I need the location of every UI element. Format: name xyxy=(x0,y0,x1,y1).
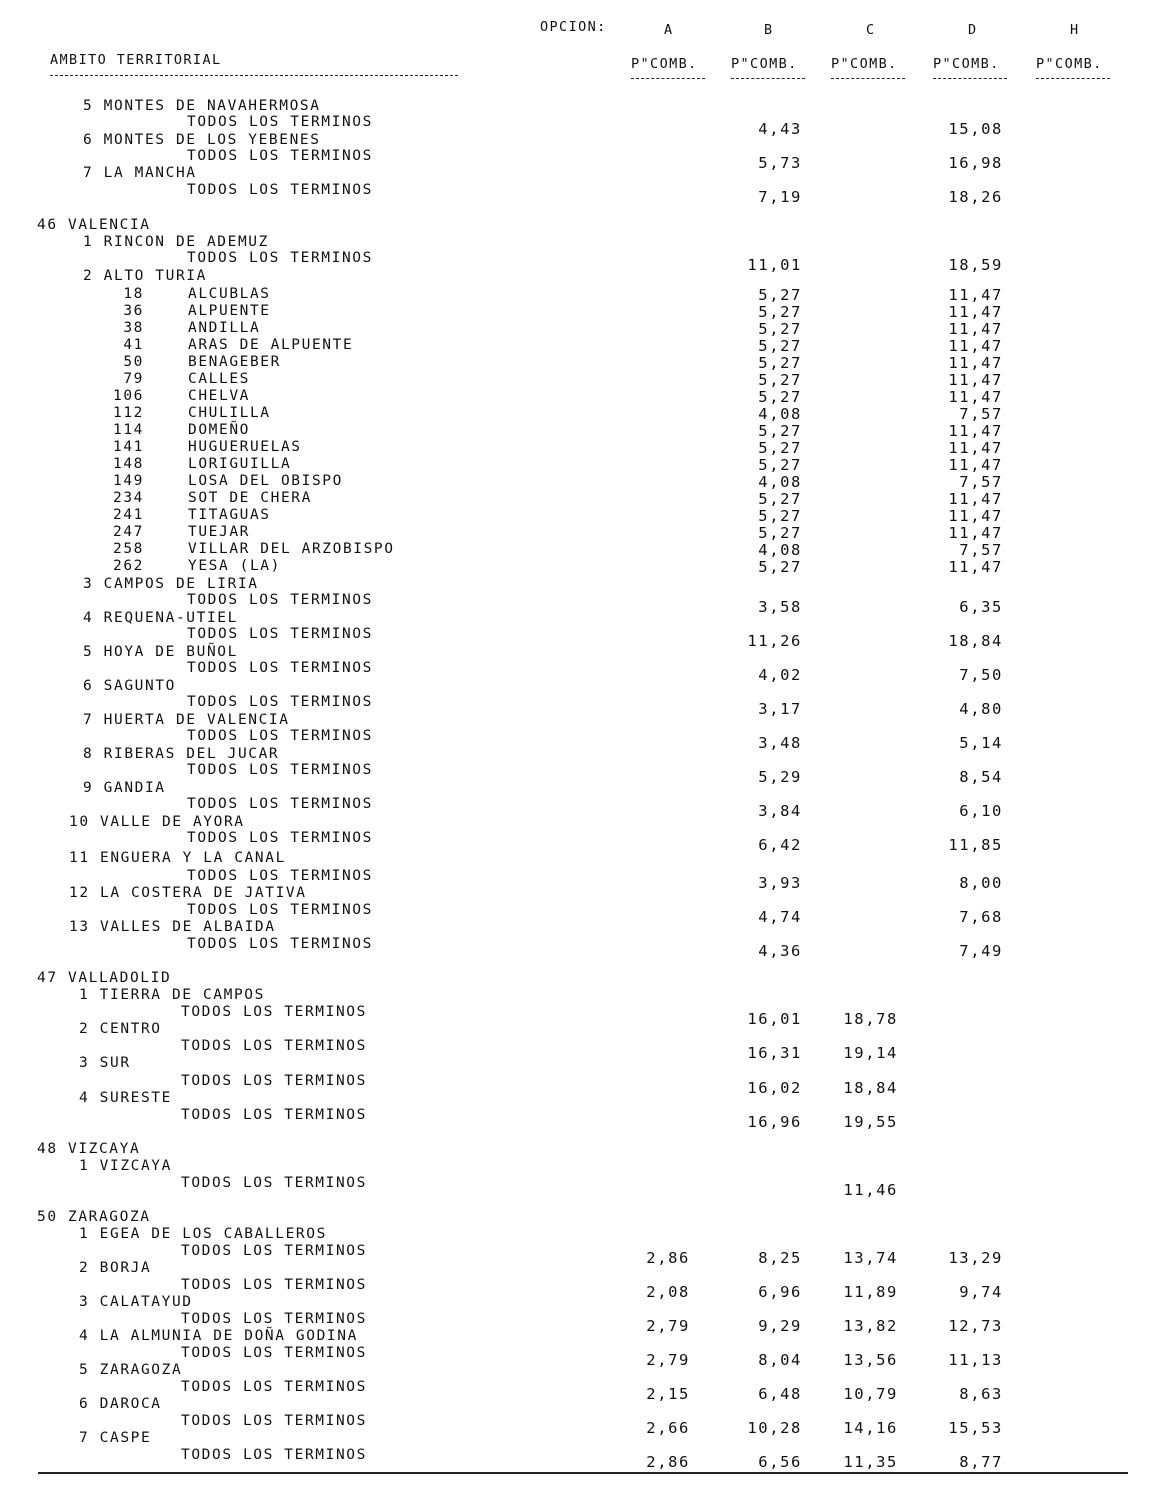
option-underline-a xyxy=(631,78,705,79)
value-option-b: 16,96 xyxy=(747,1113,802,1131)
todos-label: TODOS LOS TERMINOS xyxy=(181,1277,367,1293)
todos-label: TODOS LOS TERMINOS xyxy=(181,1447,367,1463)
municipio-label: HUGUERUELAS xyxy=(188,439,302,455)
todos-label: TODOS LOS TERMINOS xyxy=(181,1379,367,1395)
value-option-c: 18,84 xyxy=(843,1079,898,1097)
comarca-label: 8 RIBERAS DEL JUCAR xyxy=(83,746,280,762)
value-option-d: 8,63 xyxy=(959,1385,1003,1403)
option-unit-d: P"COMB. xyxy=(933,56,1000,72)
value-option-b: 5,29 xyxy=(758,768,802,786)
value-option-c: 19,55 xyxy=(843,1113,898,1131)
value-option-d: 11,47 xyxy=(948,439,1003,457)
value-option-b: 16,31 xyxy=(747,1044,802,1062)
comarca-label: 3 CALATAYUD xyxy=(79,1294,193,1310)
value-option-d: 7,50 xyxy=(959,666,1003,684)
todos-label: TODOS LOS TERMINOS xyxy=(187,694,373,710)
value-option-d: 11,47 xyxy=(948,422,1003,440)
value-option-d: 11,47 xyxy=(948,303,1003,321)
municipio-label: CALLES xyxy=(188,371,250,387)
value-option-c: 13,74 xyxy=(843,1249,898,1267)
value-option-c: 10,79 xyxy=(843,1385,898,1403)
value-option-d: 15,08 xyxy=(948,120,1003,138)
municipio-code: 262 xyxy=(113,558,144,574)
value-option-d: 11,47 xyxy=(948,388,1003,406)
value-option-d: 11,47 xyxy=(948,286,1003,304)
municipio-code: 36 xyxy=(123,303,144,319)
value-option-a: 2,86 xyxy=(646,1453,690,1471)
municipio-code: 41 xyxy=(123,337,144,353)
todos-label: TODOS LOS TERMINOS xyxy=(187,182,373,198)
comarca-label: 1 VIZCAYA xyxy=(79,1158,172,1174)
municipio-label: ARAS DE ALPUENTE xyxy=(188,337,354,353)
municipio-code: 18 xyxy=(123,286,144,302)
provincia-label: 48 VIZCAYA xyxy=(37,1141,141,1157)
value-option-b: 11,01 xyxy=(747,256,802,274)
ambito-territorial-label: AMBITO TERRITORIAL xyxy=(50,52,222,68)
value-option-b: 5,27 xyxy=(758,422,802,440)
comarca-label: 5 ZARAGOZA xyxy=(79,1362,183,1378)
value-option-d: 8,77 xyxy=(959,1453,1003,1471)
todos-label: TODOS LOS TERMINOS xyxy=(181,1175,367,1191)
todos-label: TODOS LOS TERMINOS xyxy=(187,592,373,608)
option-unit-a: P"COMB. xyxy=(631,56,698,72)
value-option-d: 12,73 xyxy=(948,1317,1003,1335)
value-option-b: 5,27 xyxy=(758,507,802,525)
bottom-rule xyxy=(38,1472,1128,1474)
municipio-code: 149 xyxy=(113,473,144,489)
option-underline-c xyxy=(831,78,905,79)
comarca-label: 4 SURESTE xyxy=(79,1090,172,1106)
todos-label: TODOS LOS TERMINOS xyxy=(187,902,373,918)
value-option-d: 11,47 xyxy=(948,354,1003,372)
comarca-label: 2 CENTRO xyxy=(79,1021,162,1037)
option-letter-b: B xyxy=(764,22,774,38)
municipio-label: ALPUENTE xyxy=(188,303,271,319)
value-option-b: 5,27 xyxy=(758,371,802,389)
todos-label: TODOS LOS TERMINOS xyxy=(187,936,373,952)
comarca-label: 4 LA ALMUNIA DE DOÑA GODINA xyxy=(79,1328,358,1344)
value-option-d: 18,26 xyxy=(948,188,1003,206)
municipio-code: 141 xyxy=(113,439,144,455)
value-option-d: 7,49 xyxy=(959,942,1003,960)
value-option-d: 11,47 xyxy=(948,320,1003,338)
todos-label: TODOS LOS TERMINOS xyxy=(187,660,373,676)
municipio-label: TITAGUAS xyxy=(188,507,271,523)
municipio-code: 247 xyxy=(113,524,144,540)
value-option-b: 16,02 xyxy=(747,1079,802,1097)
comarca-label: 4 REQUENA-UTIEL xyxy=(83,610,238,626)
value-option-c: 18,78 xyxy=(843,1010,898,1028)
municipio-code: 234 xyxy=(113,490,144,506)
option-letter-c: C xyxy=(866,22,876,38)
comarca-label: 3 CAMPOS DE LIRIA xyxy=(83,576,259,592)
value-option-d: 7,68 xyxy=(959,908,1003,926)
municipio-code: 112 xyxy=(113,405,144,421)
comarca-label: 7 LA MANCHA xyxy=(83,165,197,181)
value-option-b: 7,19 xyxy=(758,188,802,206)
comarca-label: 2 ALTO TURIA xyxy=(83,268,207,284)
municipio-code: 106 xyxy=(113,388,144,404)
value-option-d: 9,74 xyxy=(959,1283,1003,1301)
value-option-b: 6,48 xyxy=(758,1385,802,1403)
value-option-b: 4,36 xyxy=(758,942,802,960)
value-option-c: 11,35 xyxy=(843,1453,898,1471)
todos-label: TODOS LOS TERMINOS xyxy=(181,1243,367,1259)
value-option-b: 10,28 xyxy=(747,1419,802,1437)
todos-label: TODOS LOS TERMINOS xyxy=(187,114,373,130)
value-option-d: 11,47 xyxy=(948,456,1003,474)
municipio-label: CHELVA xyxy=(188,388,250,404)
value-option-d: 18,59 xyxy=(948,256,1003,274)
value-option-c: 14,16 xyxy=(843,1419,898,1437)
value-option-b: 11,26 xyxy=(747,632,802,650)
todos-label: TODOS LOS TERMINOS xyxy=(181,1311,367,1327)
todos-label: TODOS LOS TERMINOS xyxy=(187,728,373,744)
value-option-b: 5,73 xyxy=(758,154,802,172)
value-option-d: 11,47 xyxy=(948,371,1003,389)
value-option-b: 3,84 xyxy=(758,802,802,820)
comarca-label: 6 DAROCA xyxy=(79,1396,162,1412)
value-option-d: 11,85 xyxy=(948,836,1003,854)
value-option-b: 4,08 xyxy=(758,473,802,491)
todos-label: TODOS LOS TERMINOS xyxy=(181,1107,367,1123)
value-option-b: 3,58 xyxy=(758,598,802,616)
comarca-label: 5 MONTES DE NAVAHERMOSA xyxy=(83,98,321,114)
value-option-b: 16,01 xyxy=(747,1010,802,1028)
value-option-b: 4,43 xyxy=(758,120,802,138)
option-letter-h: H xyxy=(1070,22,1080,38)
value-option-d: 7,57 xyxy=(959,405,1003,423)
value-option-b: 5,27 xyxy=(758,456,802,474)
value-option-b: 5,27 xyxy=(758,524,802,542)
value-option-c: 13,82 xyxy=(843,1317,898,1335)
value-option-b: 9,29 xyxy=(758,1317,802,1335)
value-option-d: 11,47 xyxy=(948,507,1003,525)
value-option-d: 8,54 xyxy=(959,768,1003,786)
comarca-label: 6 MONTES DE LOS YEBENES xyxy=(83,132,321,148)
option-letter-a: A xyxy=(664,22,674,38)
value-option-a: 2,66 xyxy=(646,1419,690,1437)
value-option-d: 7,57 xyxy=(959,473,1003,491)
comarca-label: 3 SUR xyxy=(79,1055,131,1071)
value-option-b: 4,08 xyxy=(758,405,802,423)
value-option-b: 3,17 xyxy=(758,700,802,718)
option-underline-d xyxy=(933,78,1007,79)
value-option-a: 2,79 xyxy=(646,1351,690,1369)
value-option-b: 4,08 xyxy=(758,541,802,559)
todos-label: TODOS LOS TERMINOS xyxy=(181,1038,367,1054)
value-option-b: 3,48 xyxy=(758,734,802,752)
todos-label: TODOS LOS TERMINOS xyxy=(187,626,373,642)
provincia-label: 47 VALLADOLID xyxy=(37,970,172,986)
municipio-label: TUEJAR xyxy=(188,524,250,540)
comarca-label: 7 HUERTA DE VALENCIA xyxy=(83,712,290,728)
municipio-label: LOSA DEL OBISPO xyxy=(188,473,343,489)
comarca-label: 2 BORJA xyxy=(79,1260,152,1276)
provincia-label: 50 ZARAGOZA xyxy=(37,1209,151,1225)
comarca-label: 1 RINCON DE ADEMUZ xyxy=(83,234,269,250)
value-option-b: 5,27 xyxy=(758,388,802,406)
municipio-code: 148 xyxy=(113,456,144,472)
value-option-a: 2,86 xyxy=(646,1249,690,1267)
value-option-d: 11,47 xyxy=(948,524,1003,542)
value-option-b: 5,27 xyxy=(758,337,802,355)
municipio-label: YESA (LA) xyxy=(188,558,281,574)
municipio-label: VILLAR DEL ARZOBISPO xyxy=(188,541,395,557)
value-option-a: 2,79 xyxy=(646,1317,690,1335)
option-unit-h: P"COMB. xyxy=(1036,56,1103,72)
value-option-b: 8,04 xyxy=(758,1351,802,1369)
option-unit-c: P"COMB. xyxy=(831,56,898,72)
value-option-d: 11,13 xyxy=(948,1351,1003,1369)
municipio-label: BENAGEBER xyxy=(188,354,281,370)
provincia-label: 46 VALENCIA xyxy=(37,217,151,233)
comarca-label: 11 ENGUERA Y LA CANAL xyxy=(69,850,286,866)
option-underline-h xyxy=(1036,78,1110,79)
value-option-b: 5,27 xyxy=(758,439,802,457)
comarca-label: 5 HOYA DE BUÑOL xyxy=(83,644,238,660)
municipio-label: LORIGUILLA xyxy=(188,456,292,472)
comarca-label: 1 EGEA DE LOS CABALLEROS xyxy=(79,1226,327,1242)
value-option-b: 8,25 xyxy=(758,1249,802,1267)
option-underline-b xyxy=(731,78,805,79)
value-option-b: 5,27 xyxy=(758,558,802,576)
value-option-b: 3,93 xyxy=(758,874,802,892)
comarca-label: 12 LA COSTERA DE JATIVA xyxy=(69,885,307,901)
value-option-a: 2,08 xyxy=(646,1283,690,1301)
value-option-b: 4,02 xyxy=(758,666,802,684)
municipio-label: ANDILLA xyxy=(188,320,261,336)
value-option-c: 11,46 xyxy=(843,1181,898,1199)
todos-label: TODOS LOS TERMINOS xyxy=(181,1073,367,1089)
value-option-b: 4,74 xyxy=(758,908,802,926)
value-option-d: 4,80 xyxy=(959,700,1003,718)
option-letter-d: D xyxy=(968,22,978,38)
value-option-d: 18,84 xyxy=(948,632,1003,650)
value-option-d: 15,53 xyxy=(948,1419,1003,1437)
todos-label: TODOS LOS TERMINOS xyxy=(187,250,373,266)
value-option-b: 6,42 xyxy=(758,836,802,854)
municipio-label: ALCUBLAS xyxy=(188,286,271,302)
opcion-label: OPCION: xyxy=(540,19,607,35)
value-option-b: 5,27 xyxy=(758,320,802,338)
comarca-label: 7 CASPE xyxy=(79,1430,152,1446)
todos-label: TODOS LOS TERMINOS xyxy=(181,1004,367,1020)
value-option-d: 16,98 xyxy=(948,154,1003,172)
comarca-label: 6 SAGUNTO xyxy=(83,678,176,694)
municipio-label: CHULILLA xyxy=(188,405,271,421)
municipio-code: 38 xyxy=(123,320,144,336)
value-option-d: 11,47 xyxy=(948,558,1003,576)
value-option-d: 8,00 xyxy=(959,874,1003,892)
value-option-b: 5,27 xyxy=(758,286,802,304)
todos-label: TODOS LOS TERMINOS xyxy=(181,1345,367,1361)
municipio-code: 258 xyxy=(113,541,144,557)
municipio-label: SOT DE CHERA xyxy=(188,490,312,506)
value-option-d: 6,10 xyxy=(959,802,1003,820)
todos-label: TODOS LOS TERMINOS xyxy=(187,868,373,884)
value-option-d: 11,47 xyxy=(948,337,1003,355)
value-option-c: 19,14 xyxy=(843,1044,898,1062)
comarca-label: 1 TIERRA DE CAMPOS xyxy=(79,987,265,1003)
value-option-b: 5,27 xyxy=(758,490,802,508)
value-option-c: 13,56 xyxy=(843,1351,898,1369)
value-option-d: 7,57 xyxy=(959,541,1003,559)
value-option-d: 13,29 xyxy=(948,1249,1003,1267)
value-option-b: 5,27 xyxy=(758,303,802,321)
value-option-d: 5,14 xyxy=(959,734,1003,752)
todos-label: TODOS LOS TERMINOS xyxy=(187,830,373,846)
value-option-b: 6,56 xyxy=(758,1453,802,1471)
municipio-code: 114 xyxy=(113,422,144,438)
value-option-b: 5,27 xyxy=(758,354,802,372)
value-option-a: 2,15 xyxy=(646,1385,690,1403)
value-option-d: 6,35 xyxy=(959,598,1003,616)
value-option-c: 11,89 xyxy=(843,1283,898,1301)
ambito-underline xyxy=(50,75,458,76)
todos-label: TODOS LOS TERMINOS xyxy=(187,762,373,778)
comarca-label: 9 GANDIA xyxy=(83,780,166,796)
value-option-b: 6,96 xyxy=(758,1283,802,1301)
municipio-code: 79 xyxy=(123,371,144,387)
municipio-code: 241 xyxy=(113,507,144,523)
municipio-label: DOMEÑO xyxy=(188,422,250,438)
municipio-code: 50 xyxy=(123,354,144,370)
value-option-d: 11,47 xyxy=(948,490,1003,508)
todos-label: TODOS LOS TERMINOS xyxy=(187,796,373,812)
todos-label: TODOS LOS TERMINOS xyxy=(187,148,373,164)
comarca-label: 13 VALLES DE ALBAIDA xyxy=(69,919,276,935)
todos-label: TODOS LOS TERMINOS xyxy=(181,1413,367,1429)
comarca-label: 10 VALLE DE AYORA xyxy=(69,814,245,830)
option-unit-b: P"COMB. xyxy=(731,56,798,72)
